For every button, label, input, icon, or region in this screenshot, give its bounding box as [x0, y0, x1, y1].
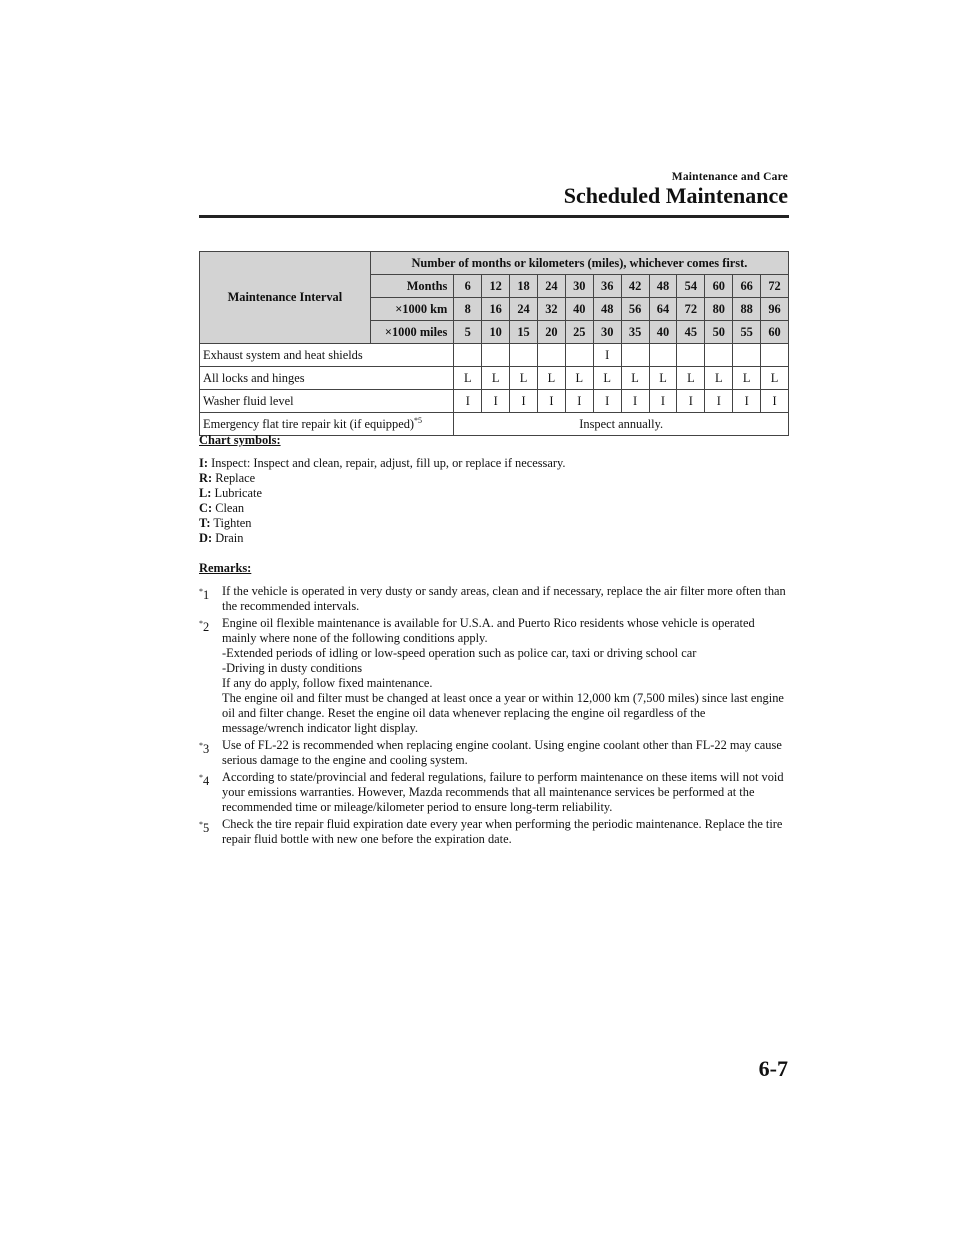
remark-marker — [199, 616, 209, 635]
header-cell: 64 — [649, 298, 677, 321]
chart-symbols-heading: Chart symbols: — [199, 433, 281, 447]
table-cell — [537, 344, 565, 367]
remark-line: If any do apply, follow fixed maintenance. — [222, 676, 433, 690]
header-cell: 80 — [705, 298, 733, 321]
header-cell: 60 — [705, 275, 733, 298]
row-item-text: Emergency flat tire repair kit (if equipped) — [203, 417, 415, 432]
table-cell: L — [761, 367, 789, 390]
symbol-item — [199, 531, 789, 546]
row-item: Exhaust system and heat shields — [200, 344, 454, 367]
row-item: Washer fluid level — [200, 390, 454, 413]
header-cell: 88 — [733, 298, 761, 321]
header-row-label: Months — [370, 275, 454, 298]
remark-number: 4 — [203, 774, 210, 789]
table-cell: L — [510, 367, 538, 390]
header-cell: 45 — [677, 321, 705, 344]
title-rule — [199, 215, 789, 218]
remarks-list — [199, 584, 789, 847]
symbol-key: C: — [199, 501, 213, 515]
table-cell — [649, 344, 677, 367]
footnote-ref: *5 — [414, 415, 423, 425]
header-cell: 30 — [593, 321, 621, 344]
header-cell: 42 — [621, 275, 649, 298]
symbol-key: R: — [199, 471, 213, 485]
remark-marker — [199, 770, 209, 789]
table-cell: I — [705, 390, 733, 413]
table-cell: L — [565, 367, 593, 390]
symbol-key: T: — [199, 516, 211, 530]
page-title: Scheduled Maintenance — [563, 183, 788, 208]
top-header: Number of months or kilometers (miles), whichever comes first. — [370, 252, 788, 275]
symbol-key: D: — [199, 531, 213, 545]
header-cell: 30 — [565, 275, 593, 298]
table-cell: I — [733, 390, 761, 413]
header-cell: 12 — [482, 275, 510, 298]
header-cell: 72 — [761, 275, 789, 298]
table-cell — [677, 344, 705, 367]
remark-item — [199, 616, 789, 736]
symbol-key: I: — [199, 456, 208, 470]
header-cell: 96 — [761, 298, 789, 321]
header-cell: 32 — [537, 298, 565, 321]
table-cell — [565, 344, 593, 367]
remark-marker — [199, 817, 209, 836]
header-cell: 50 — [705, 321, 733, 344]
symbol-item — [199, 501, 789, 516]
interval-label: Maintenance Interval — [200, 252, 371, 344]
remark-star: * — [199, 741, 203, 750]
symbol-key: L: — [199, 486, 212, 500]
header-cell: 25 — [565, 321, 593, 344]
table-cell: L — [649, 367, 677, 390]
header-cell: 48 — [649, 275, 677, 298]
remark-item — [199, 817, 789, 847]
table-row — [200, 344, 789, 367]
header-cell: 66 — [733, 275, 761, 298]
table-cell: I — [649, 390, 677, 413]
header-cell: 20 — [537, 321, 565, 344]
remark-star: * — [199, 587, 203, 596]
header-cell: 5 — [454, 321, 482, 344]
chart-symbols — [199, 433, 789, 546]
remark-number: 2 — [203, 620, 210, 635]
symbol-text: Tighten — [213, 516, 252, 530]
table-cell: L — [482, 367, 510, 390]
remark-line: The engine oil and filter must be changed at least once a year or within 12,000 km (7,500 miles) since last engine oil and filter change. Reset the engine oil data whenever replacing the engine oil regardless of the message/wrench indicator light display. — [222, 691, 784, 735]
table-cell: I — [761, 390, 789, 413]
header-cell: 36 — [593, 275, 621, 298]
remarks — [199, 561, 789, 849]
remark-number: 3 — [203, 742, 210, 757]
symbol-text: Replace — [215, 471, 256, 485]
remark-text: If the vehicle is operated in very dusty or sandy areas, clean and if necessary, replace the air filter more often than the recommended intervals. — [222, 584, 786, 613]
header-cell: 15 — [510, 321, 538, 344]
header-cell: 40 — [649, 321, 677, 344]
table-row — [200, 390, 789, 413]
header-cell: 54 — [677, 275, 705, 298]
header-cell: 10 — [482, 321, 510, 344]
table-cell — [621, 344, 649, 367]
header-row-label: ×1000 miles — [370, 321, 454, 344]
table-cell: I — [593, 390, 621, 413]
header-cell: 72 — [677, 298, 705, 321]
table-cell: I — [593, 344, 621, 367]
header-cell: 40 — [565, 298, 593, 321]
header-cell: 24 — [537, 275, 565, 298]
remark-marker — [199, 738, 209, 757]
header-row-label: ×1000 km — [370, 298, 454, 321]
remarks-heading: Remarks: — [199, 561, 252, 575]
table-row — [200, 367, 789, 390]
table-cell — [705, 344, 733, 367]
maintenance-table — [199, 251, 789, 436]
inspect-annually: Inspect annually. — [454, 413, 789, 436]
table-cell: I — [454, 390, 482, 413]
header-cell: 18 — [510, 275, 538, 298]
table-cell: I — [537, 390, 565, 413]
table-cell: L — [677, 367, 705, 390]
symbol-item — [199, 471, 789, 486]
symbol-text: Clean — [215, 501, 245, 515]
symbol-text: Lubricate — [214, 486, 262, 500]
symbol-text: Drain — [215, 531, 244, 545]
table-cell: L — [454, 367, 482, 390]
remark-line: -Driving in dusty conditions — [222, 661, 363, 675]
table-cell: L — [733, 367, 761, 390]
table-cell: I — [621, 390, 649, 413]
remark-text — [211, 616, 789, 736]
header-cell: 48 — [593, 298, 621, 321]
section-heading: Maintenance and Care — [671, 171, 788, 183]
page-number: 6-7 — [758, 1056, 788, 1081]
table-cell: L — [593, 367, 621, 390]
header-cell: 24 — [510, 298, 538, 321]
remark-star: * — [199, 820, 203, 829]
remark-text: Check the tire repair fluid expiration date every year when performing the periodic maintenance. Replace the tire repair fluid bottle with new one before the expiration date. — [222, 817, 783, 846]
table-cell: I — [677, 390, 705, 413]
remark-item — [199, 738, 789, 768]
header-cell: 16 — [482, 298, 510, 321]
remark-text: Use of FL-22 is recommended when replacing engine coolant. Using engine coolant other than FL-22 may cause serious damage to the engine and cooling system. — [222, 738, 782, 767]
table-cell — [482, 344, 510, 367]
table-cell — [761, 344, 789, 367]
row-item: All locks and hinges — [200, 367, 454, 390]
table-cell: I — [482, 390, 510, 413]
remark-number: 1 — [203, 588, 210, 603]
table-cell — [454, 344, 482, 367]
table-cell — [733, 344, 761, 367]
symbol-list — [199, 456, 789, 546]
header-cell: 60 — [761, 321, 789, 344]
table-cell: L — [705, 367, 733, 390]
remark-number: 5 — [203, 821, 210, 836]
header-cell: 8 — [454, 298, 482, 321]
symbol-item — [199, 516, 789, 531]
remark-text: According to state/provincial and federal regulations, failure to perform maintenance on these items will not void your emissions warranties. However, Mazda recommends that all maintenance services be performed at the recommended time or mileage/kilometer period to ensure long-term reliability. — [222, 770, 784, 814]
table-cell: L — [621, 367, 649, 390]
table-header-row — [200, 252, 789, 275]
remark-star: * — [199, 773, 203, 782]
table-cell: I — [565, 390, 593, 413]
remark-item — [199, 584, 789, 614]
remark-line: -Extended periods of idling or low-speed operation such as police car, taxi or driving school car — [222, 646, 697, 660]
header-cell: 35 — [621, 321, 649, 344]
table-cell: I — [510, 390, 538, 413]
remark-item — [199, 770, 789, 815]
header-cell: 55 — [733, 321, 761, 344]
remark-star: * — [199, 619, 203, 628]
symbol-text: Inspect: Inspect and clean, repair, adjust, fill up, or replace if necessary. — [211, 456, 566, 470]
symbol-item — [199, 486, 789, 501]
table-cell — [510, 344, 538, 367]
table-cell: L — [537, 367, 565, 390]
header-cell: 56 — [621, 298, 649, 321]
remark-marker — [199, 584, 209, 603]
symbol-item — [199, 456, 789, 471]
header-cell: 6 — [454, 275, 482, 298]
remark-line: Engine oil flexible maintenance is available for U.S.A. and Puerto Rico residents whose vehicle is operated mainly where none of the following conditions apply. — [222, 616, 755, 645]
